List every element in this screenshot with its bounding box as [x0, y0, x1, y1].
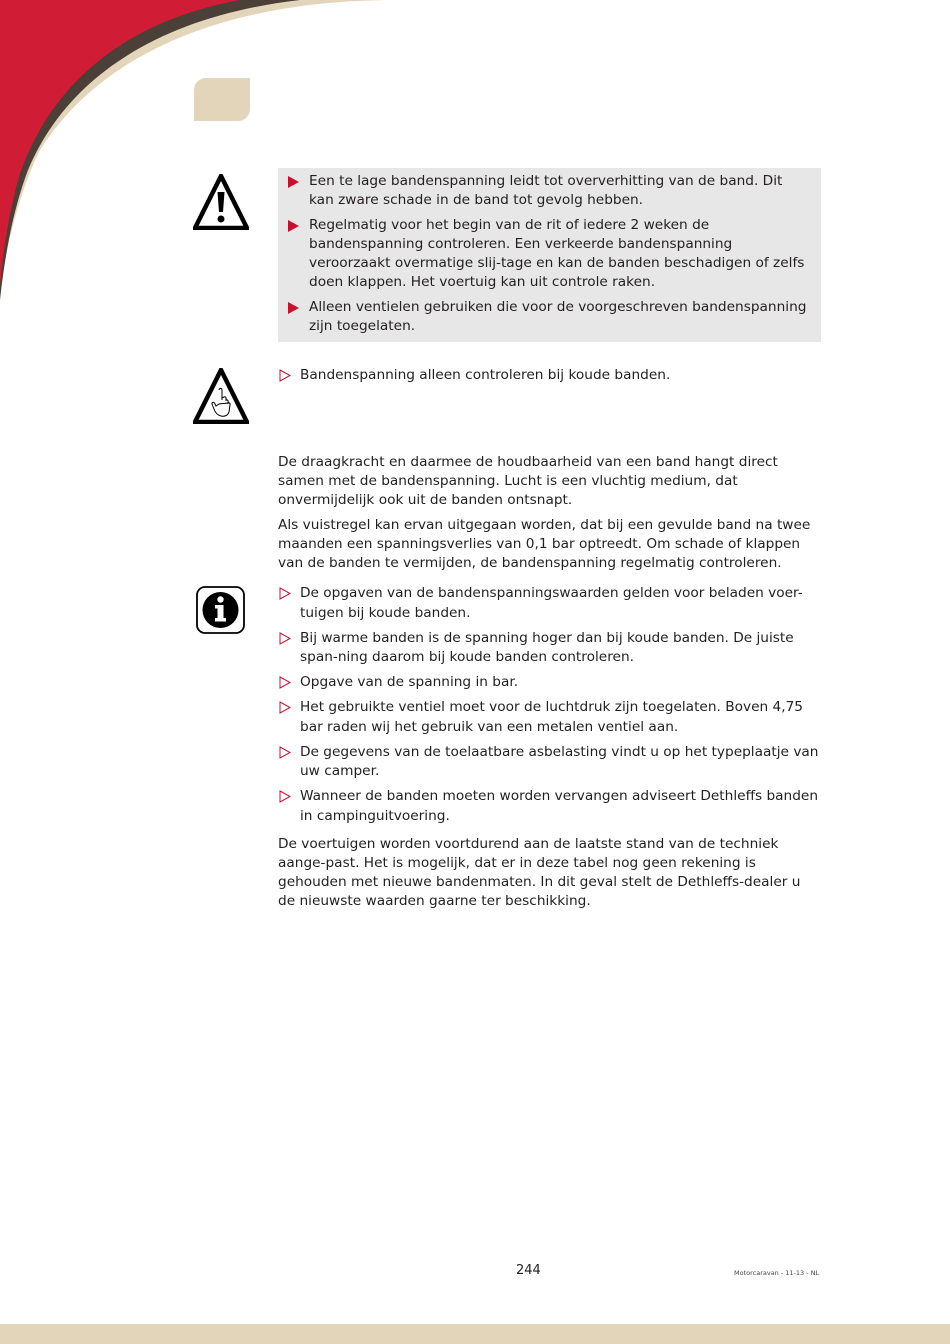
- chapter-tab-marker: [194, 78, 250, 121]
- list-item-text: Het gebruikte ventiel moet voor de luchtdruk zijn toegelaten. Boven 4,75 bar raden wij het gebruik van een metalen ventiel aan.: [300, 699, 804, 735]
- list-item-text: Bij warme banden is de spanning hoger dan bij koude banden. De juiste span-ning daarom bij koude banden controleren.: [300, 629, 794, 665]
- footer-band: [0, 1324, 950, 1344]
- attention-list: [278, 366, 821, 391]
- list-item: [278, 743, 821, 782]
- list-item-text: Opgave van de spanning in bar.: [300, 674, 519, 690]
- paragraph: Als vuistregel kan ervan uitgegaan worden, dat bij een gevulde band na twee maanden een spanningsverlies van 0,1 bar optreedt. Om schade of klappen van de banden te vermijden, de bandenspanning regelmatig controleren.: [278, 517, 811, 571]
- warning-text: Regelmatig voor het begin van de rit of iedere 2 weken de bandenspanning controleren. Een verkeerde bandenspanning veroorzaakt overmatige slij-tage en kan de banden beschadigen of zelfs doen klappen. Het voertuig kan uit controle raken.: [309, 217, 805, 290]
- warning-text: Een te lage bandenspanning leidt tot oververhitting van de band. Dit kan zware schade in de band tot gevolg hebben.: [309, 173, 783, 208]
- attention-hand-icon: [193, 368, 249, 424]
- page-number: 244: [516, 1263, 541, 1278]
- outline-arrow-bullet-icon: [279, 587, 291, 600]
- outline-arrow-bullet-icon: [279, 746, 291, 759]
- warning-item: [288, 172, 811, 210]
- info-icon: [196, 586, 245, 634]
- outline-arrow-bullet-icon: [279, 701, 291, 714]
- list-item-text: Bandenspanning alleen controleren bij koude banden.: [300, 367, 671, 383]
- warning-box: [278, 168, 821, 342]
- outline-arrow-bullet-icon: [279, 676, 291, 689]
- warning-item: [288, 298, 811, 336]
- outline-arrow-bullet-icon: [279, 632, 291, 645]
- outline-arrow-bullet-icon: [279, 369, 291, 382]
- warning-item: [288, 216, 811, 292]
- warning-triangle-icon: [193, 174, 249, 230]
- list-item: [278, 787, 821, 826]
- red-arrow-bullet-icon: [288, 302, 299, 314]
- red-arrow-bullet-icon: [288, 220, 299, 232]
- list-item: [278, 629, 821, 668]
- warning-text: Alleen ventielen gebruiken die voor de voorgeschreven bandenspanning zijn toegelaten.: [309, 299, 807, 334]
- list-item-text: Wanneer de banden moeten worden vervangen adviseert Dethleffs banden in campinguitvoering.: [300, 788, 819, 824]
- list-item: [278, 584, 821, 623]
- list-item: [278, 366, 821, 386]
- list-item: [278, 673, 821, 693]
- paragraph: De draagkracht en daarmee de houdbaarheid van een band hangt direct samen met de bandenspanning. Lucht is een vluchtig medium, dat onvermijdelijk ook uit de banden ontsnapt.: [278, 454, 778, 508]
- list-item: [278, 698, 821, 737]
- red-arrow-bullet-icon: [288, 176, 299, 188]
- outline-arrow-bullet-icon: [279, 790, 291, 803]
- info-list: [278, 584, 821, 832]
- list-item-text: De gegevens van de toelaatbare asbelasting vindt u op het typeplaatje van uw camper.: [300, 743, 819, 779]
- paragraph: De voertuigen worden voortdurend aan de laatste stand van de techniek aange-past. Het is mogelijk, dat er in deze tabel nog geen rekening is gehouden met nieuwe bandenmaten. In dit geval stelt de Dethleffs-dealer u de nieuwste waarden gaarne ter beschikking.: [278, 836, 801, 909]
- document-code: Motorcaravan - 11-13 - NL: [734, 1269, 820, 1277]
- list-item-text: De opgaven van de bandenspanningswaarden gelden voor beladen voer-tuigen bij koude banden.: [300, 585, 803, 621]
